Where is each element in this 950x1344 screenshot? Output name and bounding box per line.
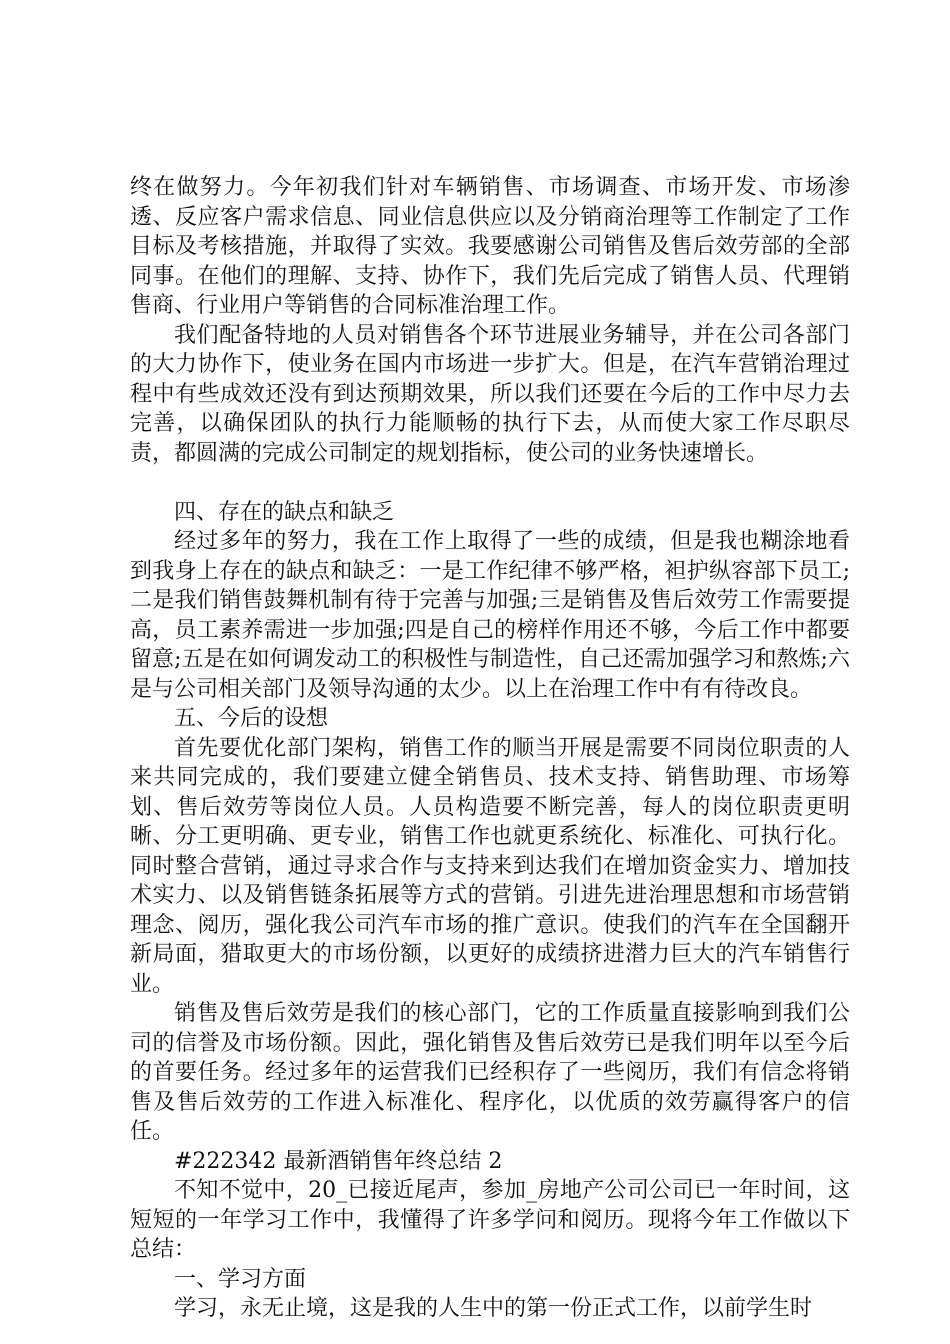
section-heading: 一、学习方面 — [174, 1266, 307, 1292]
paragraph-gap — [130, 468, 850, 498]
body-paragraph: 销售及售后效劳是我们的核心部门，它的工作质量直接影响到我们公司的信誉及市场份额。因此，强化销售及售后效劳已是我们明年以至今后的首要任务。经过多年的运营我们已经积存了一些阅历，我们有信念将销售及售后效劳的工作进入标准化、程序化，以优质的效劳赢得客户的信任。 — [130, 1001, 850, 1144]
body-paragraph: 学习，永无止境，这是我的人生中的第一份正式工作，以前学生时 — [174, 1296, 813, 1321]
body-paragraph: 经过多年的努力，我在工作上取得了一些的成绩，但是我也糊涂地看到我身上存在的缺点和缺乏：一是工作纪律不够严格，袒护纵容部下员工;二是我们销售鼓舞机制有待于完善与加强;三是销售及售后效劳工作需要提高，员工素养需进一步加强;四是自己的榜样作用还不够，今后工作中都要留意;五是在如何调发动工的积极性与制造性，自己还需加强学习和熬炼;六是与公司相关部门及领导沟通的太少。以上在治理工作中有有待改良。 — [130, 529, 850, 702]
body-paragraph: 不知不觉中，20_已接近尾声，参加_房地产公司公司已一年时间，这短短的一年学习工作中，我懂得了许多学问和阅历。现将今年工作做以下总结： — [130, 1178, 850, 1262]
body-paragraph: 我们配备特地的人员对销售各个环节进展业务辅导，并在公司各部门的大力协作下，使业务在国内市场进一步扩大。但是，在汽车营销治理过程中有些成效还没有到达预期效果，所以我们还要在今后的工作中尽力去完善，以确保团队的执行力能顺畅的执行下去，从而使大家工作尽职尽责，都圆满的完成公司制定的规划指标，使公司的业务快速增长。 — [130, 322, 850, 466]
document-title: #222342 最新酒销售年终总结 2 — [174, 1148, 503, 1174]
section-heading: 五、今后的设想 — [174, 706, 329, 731]
section-heading: 四、存在的缺点和缺乏 — [174, 499, 395, 525]
body-paragraph: 首先要优化部门架构，销售工作的顺当开展是需要不同岗位职责的人来共同完成的，我们要建立健全销售员、技术支持、销售助理、市场筹划、售后效劳等岗位人员。人员构造要不断完善，每人的岗位职责更明晰、分工更明确、更专业，销售工作也就更系统化、标准化、可执行化。同时整合营销，通过寻求合作与支持来到达我们在增加资金实力、增加技术实力、以及销售链条拓展等方式的营销。引进先进治理思想和市场营销理念、阅历，强化我公司汽车市场的推广意识。使我们的汽车在全国翻开新局面，猎取更大的市场份额，以更好的成绩挤进潜力巨大的汽车销售行业。 — [130, 735, 850, 997]
body-paragraph: 终在做努力。今年初我们针对车辆销售、市场调查、市场开发、市场渗透、反应客户需求信息、同业信息供应以及分销商治理等工作制定了工作目标及考核措施，并取得了实效。我要感谢公司销售及售后效劳部的全部同事。在他们的理解、支持、协作下，我们先后完成了销售人员、代理销售商、行业用户等销售的合同标准治理工作。 — [130, 175, 850, 318]
document-page — [130, 173, 850, 1324]
